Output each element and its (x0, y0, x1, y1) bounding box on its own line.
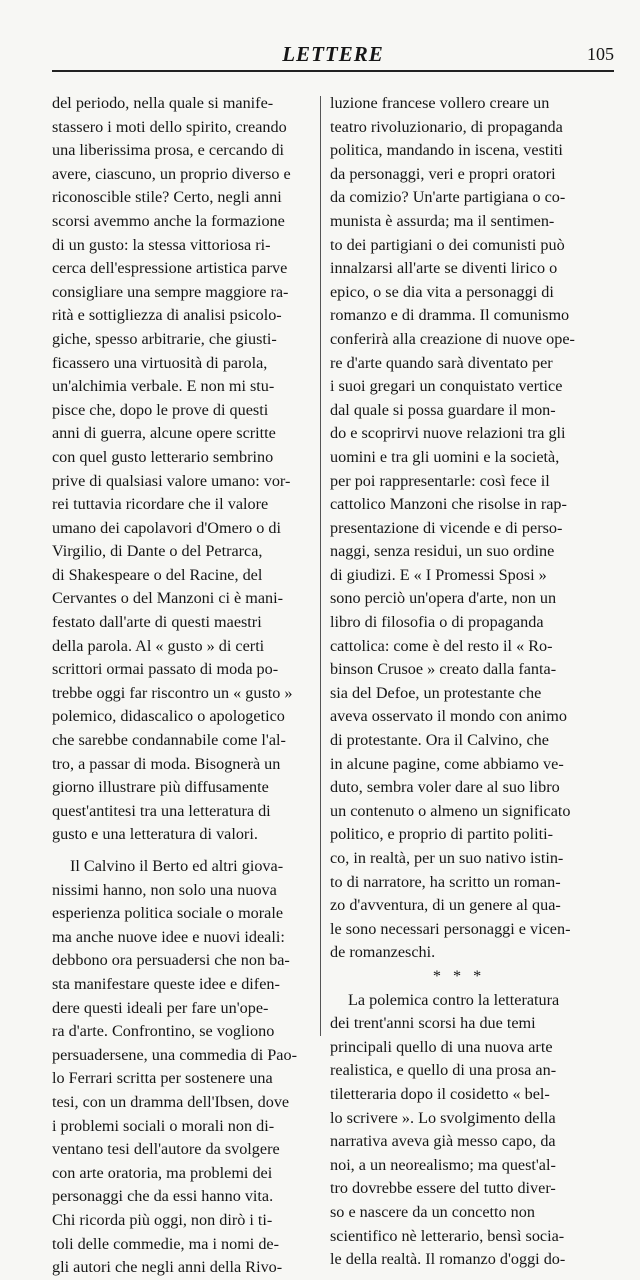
text-line: epico, o se dia vita a personaggi di (330, 282, 554, 301)
text-line: stassero i moti dello spirito, creando (52, 117, 287, 136)
text-line: noi, a un neorealismo; ma quest'al- (330, 1155, 556, 1174)
text-line: cattolica: come è del resto il « Ro- (330, 636, 553, 655)
text-line: cattolico Manzoni che risolse in rap- (330, 495, 567, 514)
page-number: 105 (587, 44, 614, 64)
text-line: narrativa aveva già messo capo, da (330, 1132, 556, 1151)
text-line: tro, a passar di moda. Bisognerà un (52, 754, 281, 773)
right-column (330, 92, 588, 1272)
text-line: anni di guerra, alcune opere scritte (52, 424, 276, 443)
text-line: festato dall'arte di questi maestri (52, 613, 262, 632)
text-line: debbono ora persuadersi che non ba- (52, 951, 290, 970)
text-line: di protestante. Ora il Calvino, che (330, 731, 549, 750)
text-line: politica, mandando in iscena, vestiti (330, 141, 563, 160)
text-line: nissimi hanno, non solo una nuova (52, 880, 277, 899)
text-line: le sono necessari personaggi e vicen- (330, 919, 571, 938)
text-line: giorno illustrare più diffusamente (52, 778, 269, 797)
text-line: re d'arte quando sarà diventato per (330, 353, 553, 372)
text-line: Virgilio, di Dante o del Petrarca, (52, 542, 263, 561)
text-line: tesi, con un dramma dell'Ibsen, dove (52, 1092, 290, 1111)
text-line: le della realtà. Il romanzo d'oggi do- (330, 1250, 566, 1269)
text-line: binson Crusoe » creato dalla fanta- (330, 660, 557, 679)
text-line: co, in realtà, per un suo nativo istin- (330, 849, 564, 867)
text-line: i suoi gregari un conquistato vertice (330, 377, 563, 396)
text-line: avere, ciascuno, un proprio diverso e (52, 164, 291, 183)
text-line: cerca dell'espressione artistica parve (52, 259, 288, 278)
paragraph-gap (52, 847, 310, 855)
text-line: ventano tesi dell'autore da svolgere (52, 1140, 280, 1159)
text-line: Chi ricorda più oggi, non dirò i ti- (52, 1210, 273, 1229)
text-line: trebbe oggi far riscontro un « gusto » (52, 683, 293, 702)
text-line: polemico, didascalico o apologetico (52, 707, 285, 726)
column-divider (320, 96, 321, 1036)
text-line: personaggi che da essi hanno vita. (52, 1187, 274, 1206)
text-line: zo d'avventura, di un genere al qua- (330, 896, 561, 915)
text-line: munista è assurda; ma il sentimen- (330, 211, 555, 230)
text-line: innalzarsi all'arte se diventi lirico o (330, 259, 558, 278)
text-line: realistica, e quello di una prosa an- (330, 1061, 557, 1080)
text-line: di Shakespeare o del Racine, del (52, 565, 263, 584)
text-line: scientifico nè letterario, bensì socia- (330, 1226, 565, 1245)
text-line: to di narratore, ha scritto un roman- (330, 872, 561, 891)
text-line: rità e sottigliezza di analisi psicolo- (52, 306, 282, 325)
text-line: aveva osservato il mondo con animo (330, 707, 567, 726)
text-line: di un gusto: la stessa vittoriosa ri- (52, 235, 271, 254)
text-line: presentazione di vicende e di perso- (330, 518, 563, 537)
text-line: sta manifestare queste idee e difen- (52, 974, 280, 993)
text-line: dere questi ideali per fare un'ope- (52, 998, 269, 1017)
text-line: con quel gusto letterario sembrino (52, 447, 274, 466)
text-line: sono perciò un'opera d'arte, non un (330, 589, 557, 608)
text-line: per poi rappresentarle: così fece il (330, 471, 550, 490)
text-line: con arte oratoria, ma problemi dei (52, 1163, 273, 1182)
text-line: conferirà alla creazione di nuove ope- (330, 329, 575, 348)
text-line: un contenuto o almeno un significato (330, 801, 571, 820)
text-line: ma anche nuove idee e nuovi ideali: (52, 927, 285, 946)
text-line: di giudizi. E « I Promessi Sposi » (330, 565, 547, 584)
text-line: de romanzeschi. (330, 943, 436, 962)
text-line: persuadersene, una commedia di Pao- (52, 1045, 297, 1064)
text-line: Il Calvino il Berto ed altri giova- (70, 857, 284, 875)
text-line: tiletteraria dopo il cosidetto « bel- (330, 1084, 550, 1103)
text-line: pisce che, dopo le prove di questi (52, 400, 269, 419)
text-line: sia del Defoe, un protestante che (330, 683, 542, 702)
text-line: esperienza politica sociale o morale (52, 904, 284, 923)
text-line: del periodo, nella quale si manife- (52, 94, 274, 112)
header-rule (52, 70, 614, 72)
text-line: scrittori ormai passato di moda po- (52, 660, 279, 679)
text-line: rei tuttavia ricordare che il valore (52, 495, 269, 514)
text-line: dal quale si possa guardare il mon- (330, 400, 556, 419)
text-line: giche, spesso arbitrarie, che giusti- (52, 329, 277, 348)
text-line: uomini e tra gli uomini e la società, (330, 447, 560, 466)
text-line: ra d'arte. Confrontino, se vogliono (52, 1022, 275, 1041)
text-line: quest'antitesi tra una letteratura di (52, 801, 271, 820)
text-line: scorsi avemmo anche la formazione (52, 211, 285, 230)
text-line: da personaggi, veri e propri oratori (330, 164, 556, 183)
text-line: tro dovrebbe essere del tutto diver- (330, 1179, 556, 1198)
text-line: un'alchimia verbale. E non mi stu- (52, 377, 275, 396)
text-line: do e scoprirvi nuove relazioni tra gli (330, 424, 566, 443)
text-line: da comizio? Un'arte partigiana o co- (330, 188, 566, 207)
text-line: umano dei capolavori d'Omero o di (52, 518, 282, 537)
text-line: principali quello di una nuova arte (330, 1037, 553, 1056)
text-line: della parola. Al « gusto » di certi (52, 636, 265, 655)
text-line: so e nascere da un concetto non (330, 1202, 535, 1221)
text-line: politico, e proprio di partito politi- (330, 825, 553, 844)
text-line: lo scrivere ». Lo svolgimento della (330, 1108, 556, 1127)
text-line: toli delle commedie, ma i nomi de- (52, 1234, 280, 1253)
text-line: libro di filosofia o di propaganda (330, 613, 544, 632)
text-line: in alcune pagine, come abbiamo ve- (330, 754, 564, 773)
text-line: i problemi sociali o morali non di- (52, 1116, 275, 1135)
text-line: lo Ferrari scritta per sostenere una (52, 1069, 273, 1088)
running-title: LETTERE (282, 42, 384, 66)
text-line: romanzo e di dramma. Il comunismo (330, 306, 570, 325)
section-separator: * * * (432, 966, 486, 985)
text-line: consigliare una sempre maggiore ra- (52, 282, 289, 301)
text-line: naggi, senza residui, un suo ordine (330, 542, 555, 561)
text-line: una liberissima prosa, e cercando di (52, 141, 284, 160)
text-line: gli autori che negli anni della Rivo- (52, 1258, 283, 1277)
text-line: luzione francese vollero creare un (330, 94, 550, 112)
text-line: prive di qualsiasi valore umano: vor- (52, 471, 291, 490)
text-line: to dei partigiani o dei comunisti può (330, 235, 565, 254)
text-line: gusto e una letteratura di valori. (52, 825, 258, 844)
text-line: ficassero una virtuosità di parola, (52, 353, 268, 372)
left-column (52, 92, 310, 1280)
text-line: La polemica contro la letteratura (348, 990, 560, 1009)
text-line: che sarebbe condannabile come l'al- (52, 731, 286, 750)
text-line: Cervantes o del Manzoni ci è mani- (52, 589, 284, 608)
text-line: duto, sembra voler dare al suo libro (330, 778, 560, 797)
text-line: teatro rivoluzionario, di propaganda (330, 117, 563, 136)
page-header (52, 38, 614, 72)
text-line: dei trent'anni scorsi ha due temi (330, 1014, 536, 1033)
text-line: riconoscible stile? Certo, negli anni (52, 188, 282, 207)
